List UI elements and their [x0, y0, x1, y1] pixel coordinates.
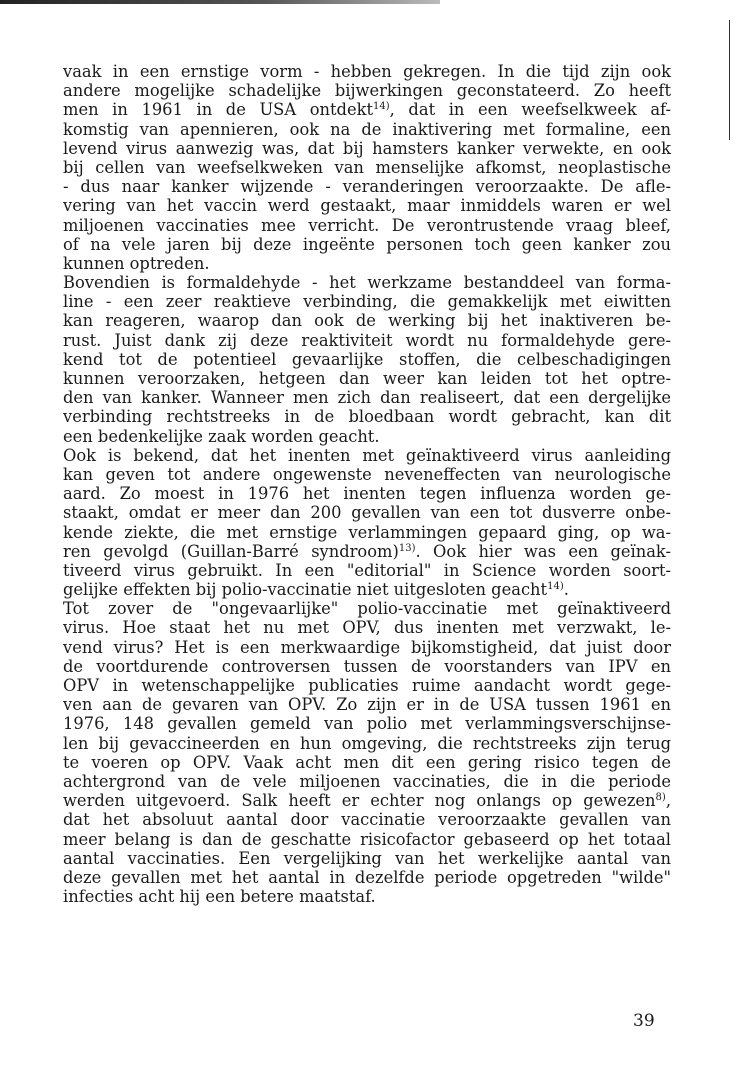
text-line: [63, 62, 671, 81]
text-line: [63, 311, 671, 330]
line-text: staakt, omdat er meer dan 200 gevallen van een tot dusverre onbe-: [63, 503, 671, 523]
text-line: [63, 695, 671, 714]
text-line: [63, 446, 671, 465]
line-text: Tot zover de "ongevaarlijke" polio-vaccinatie met geïnaktiveerd: [63, 599, 671, 619]
line-text: meer belang is dan de geschatte risicofactor gebaseerd op het totaal: [63, 829, 671, 849]
line-text: te voeren op OPV. Vaak acht men dit een gering risico tegen de: [63, 752, 671, 772]
line-text: miljoenen vaccinaties mee verricht. De verontrustende vraag bleef,: [63, 215, 671, 235]
line-text-continued: . Ook hier was een geïnak-: [415, 541, 671, 561]
line-text: men in 1961 in de USA ontdekt: [63, 100, 374, 120]
footnote-reference: 8): [655, 792, 666, 804]
text-line: [63, 139, 671, 158]
text-line: [63, 503, 671, 522]
text-line: [63, 618, 671, 637]
line-text-continued: ,: [665, 791, 671, 811]
text-line: [63, 235, 671, 254]
text-line: [63, 523, 671, 542]
text-line: [63, 772, 671, 791]
text-line: [63, 120, 671, 139]
text-line: [63, 887, 671, 906]
text-line: [63, 810, 671, 829]
line-text: Ook is bekend, dat het inenten met geïnaktiveerd virus aanleiding: [63, 445, 671, 465]
line-text: verbinding rechtstreeks in de bloedbaan wordt gebracht, kan dit: [63, 407, 671, 427]
footnote-reference: 14): [547, 581, 564, 593]
text-line: [63, 580, 671, 599]
text-line: [63, 427, 671, 446]
line-text: aantal vaccinaties. Een vergelijking van het werkelijke aantal van: [63, 848, 671, 868]
text-line: [63, 484, 671, 503]
line-text: komstig van apennieren, ook na de inaktivering met formaline, een: [63, 119, 671, 139]
text-line: [63, 542, 671, 561]
line-text: OPV in wetenschappelijke publicaties ruime aandacht wordt gege-: [63, 676, 671, 695]
line-text: kan geven tot andere ongewenste neveneffecten van neurologische: [63, 464, 671, 484]
line-text: vend virus? Het is een merkwaardige bijkomstigheid, dat juist door: [63, 637, 671, 657]
line-text: rust. Juist dank zij deze reaktiviteit wordt nu formaldehyde gere-: [63, 330, 671, 350]
body-text: [63, 62, 671, 906]
text-line: [63, 158, 671, 177]
text-line: [63, 734, 671, 753]
text-line: [63, 657, 671, 676]
text-line: [63, 561, 671, 580]
line-text: andere mogelijke schadelijke bijwerkingen geconstateerd. Zo heeft: [63, 81, 671, 101]
line-text: deze gevallen met het aantal in dezelfde periode opgetreden "wilde": [63, 867, 671, 887]
text-line: [63, 350, 671, 369]
text-line: [63, 254, 671, 273]
text-line: [63, 177, 671, 196]
line-text: gelijke effekten bij polio-vaccinatie niet uitgesloten geacht: [63, 580, 548, 600]
text-line: [63, 638, 671, 657]
line-text: 1976, 148 gevallen gemeld van polio met verlammingsverschijnse-: [63, 714, 671, 734]
text-line: [63, 81, 671, 100]
text-line: [63, 196, 671, 215]
scan-top-rule: [0, 0, 440, 4]
line-text: of na vele jaren bij deze ingeënte personen toch geen kanker zou: [63, 234, 671, 254]
text-line: [63, 369, 671, 388]
line-text: tiveerd virus gebruikt. In een "editorial" in Science worden soort-: [63, 560, 671, 580]
text-line: [63, 714, 671, 733]
line-text: aard. Zo moest in 1976 het inenten tegen influenza worden ge-: [63, 484, 671, 504]
line-text: len bij gevaccineerden en hun omgeving, die rechtstreeks zijn terug: [63, 733, 671, 753]
line-text: line - een zeer reaktieve verbinding, die gemakkelijk met eiwitten: [63, 292, 671, 312]
text-line: [63, 273, 671, 292]
line-text: achtergrond van de vele miljoenen vaccinaties, die in die periode: [63, 771, 671, 791]
line-text: ven aan de gevaren van OPV. Zo zijn er in de USA tussen 1961 en: [63, 695, 671, 715]
text-line: [63, 388, 671, 407]
line-text: levend virus aanwezig was, dat bij hamsters kanker verwekte, en ook: [63, 138, 671, 158]
text-line: [63, 100, 671, 119]
line-text: kende ziekte, die met ernstige verlammingen gepaard ging, op wa-: [63, 522, 671, 542]
text-line: [63, 599, 671, 618]
line-text: ren gevolgd (Guillan-Barré syndroom): [63, 541, 399, 561]
text-line: [63, 868, 671, 887]
text-line: [63, 791, 671, 810]
line-text: bij cellen van weefselkweken van menselijke afkomst, neoplastische: [63, 157, 671, 177]
scan-page-edge: [729, 20, 730, 140]
line-text: kunnen optreden.: [63, 253, 210, 273]
text-line: [63, 465, 671, 484]
line-text: infecties acht hij een betere maatstaf.: [63, 887, 376, 907]
text-line: [63, 676, 671, 695]
line-text: den van kanker. Wanneer men zich dan realiseert, dat een dergelijke: [63, 388, 671, 408]
text-line: [63, 849, 671, 868]
text-line: [63, 292, 671, 311]
text-line: [63, 753, 671, 772]
line-text-continued: , dat in een weefselkweek af-: [389, 100, 672, 120]
line-text: - dus naar kanker wijzende - veranderingen veroorzaakte. De afle-: [63, 177, 671, 197]
line-text: kunnen veroorzaken, hetgeen dan weer kan leiden tot het optre-: [63, 369, 671, 388]
text-line: [63, 407, 671, 426]
text-line: [63, 830, 671, 849]
line-text: kan reageren, waarop dan ook de werking bij het inaktiveren be-: [63, 311, 671, 331]
line-text-continued: .: [563, 580, 569, 600]
line-text: kend tot de potentieel gevaarlijke stoffen, die celbeschadigingen: [63, 349, 671, 369]
line-text: vering van het vaccin werd gestaakt, maar inmiddels waren er wel: [63, 196, 671, 216]
line-text: werden uitgevoerd. Salk heeft er echter nog onlangs op gewezen: [63, 791, 656, 811]
line-text: dat het absoluut aantal door vaccinatie veroorzaakte gevallen van: [63, 810, 671, 830]
footnote-reference: 14): [373, 101, 390, 113]
line-text: een bedenkelijke zaak worden geacht.: [63, 426, 380, 446]
line-text: Bovendien is formaldehyde - het werkzame bestanddeel van forma-: [63, 273, 671, 293]
line-text: vaak in een ernstige vorm - hebben gekregen. In die tijd zijn ook: [63, 62, 671, 81]
text-line: [63, 216, 671, 235]
line-text: de voortdurende controversen tussen de voorstanders van IPV en: [63, 656, 671, 676]
text-line: [63, 331, 671, 350]
page-number: 39: [633, 1011, 655, 1031]
line-text: virus. Hoe staat het nu met OPV, dus inenten met verzwakt, le-: [63, 618, 671, 638]
footnote-reference: 13): [398, 542, 416, 554]
